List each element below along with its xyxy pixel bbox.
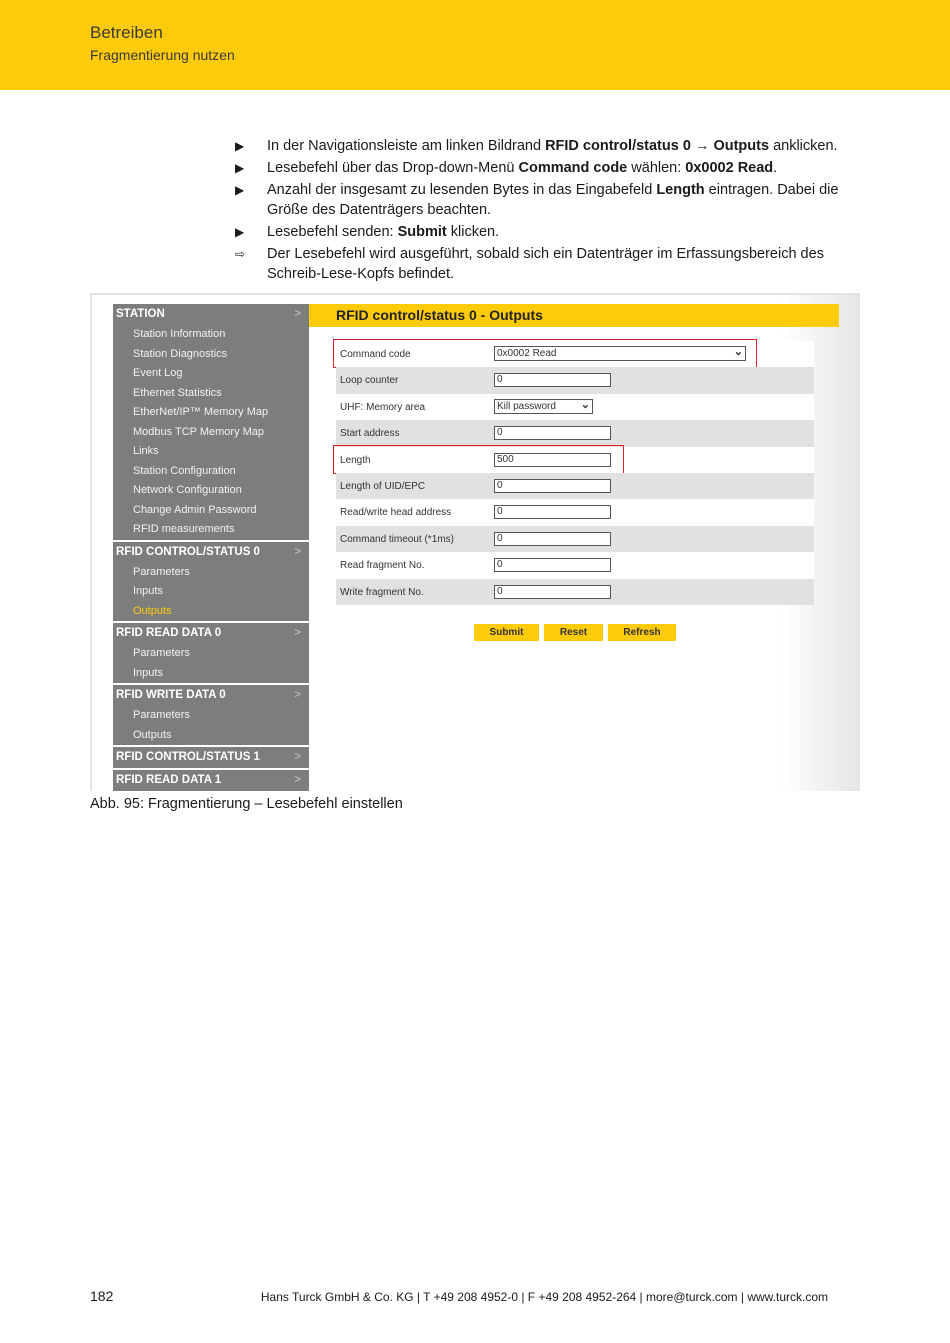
text-input[interactable]: 500 xyxy=(494,453,611,467)
selected-value: Kill password xyxy=(497,400,556,412)
section-subtitle: Fragmentierung nutzen xyxy=(90,47,235,63)
outputs-form xyxy=(336,341,814,605)
reset-button[interactable]: Reset xyxy=(544,624,603,641)
sidebar-item[interactable]: Outputs xyxy=(133,604,172,617)
sidebar-item[interactable]: Station Configuration xyxy=(133,464,236,477)
chevron-right-icon: > xyxy=(294,545,301,558)
field-label: Length of UID/EPC xyxy=(340,480,426,492)
chevron-right-icon: > xyxy=(294,751,301,763)
chevron-right-icon: > xyxy=(294,689,301,701)
navigation-sidebar xyxy=(113,304,309,791)
bullet-triangle-icon: ▶ xyxy=(235,183,245,197)
step-text: eintragen. Dabei die Größe des Datenträgers beachten. xyxy=(267,182,839,218)
text-input[interactable]: 0 xyxy=(494,505,611,519)
highlight-box xyxy=(333,445,624,474)
selected-value: 0x0002 Read xyxy=(497,348,557,359)
sidebar-item[interactable]: Change Admin Password xyxy=(133,503,257,516)
chevron-down-icon: ⌄ xyxy=(733,346,743,358)
form-row xyxy=(336,420,814,446)
field-label: Start address xyxy=(340,428,400,440)
action-step xyxy=(232,158,862,178)
chevron-right-icon: > xyxy=(294,308,301,320)
page-number: 182 xyxy=(90,1288,114,1304)
field-label: Write fragment No. xyxy=(340,586,424,598)
field-label: Loop counter xyxy=(340,375,399,387)
field-label: Read fragment No. xyxy=(340,560,425,572)
step-text: klicken. xyxy=(446,224,500,240)
text-input[interactable]: 0 xyxy=(494,373,611,387)
text-input[interactable]: 0 xyxy=(494,479,611,493)
sidebar-item[interactable]: RFID measurements xyxy=(133,523,235,535)
highlight-box xyxy=(333,339,757,368)
field-label: Read/write head address xyxy=(340,507,452,519)
sidebar-section-header[interactable] xyxy=(113,683,309,706)
step-text: Submit xyxy=(397,224,447,240)
sidebar-section-title: RFID WRITE DATA 0 xyxy=(116,689,226,701)
sidebar-item[interactable]: Parameters xyxy=(133,647,190,659)
sidebar-item[interactable]: EtherNet/IP™ Memory Map xyxy=(133,406,269,418)
panel-title: RFID control/status 0 - Outputs xyxy=(309,304,839,327)
sidebar-section-title: RFID CONTROL/STATUS 0 xyxy=(116,545,260,558)
form-row xyxy=(336,367,814,393)
action-step xyxy=(232,222,862,242)
sidebar-section-title: STATION xyxy=(116,308,165,320)
chevron-down-icon: ⌄ xyxy=(580,398,590,411)
bullet-triangle-icon: ▶ xyxy=(235,225,245,239)
screenshot-figure xyxy=(90,293,860,791)
sidebar-section-header[interactable] xyxy=(113,540,309,563)
step-text: Anzahl der insgesamt zu lesenden Bytes in das Eingabefeld xyxy=(267,182,657,198)
chevron-right-icon: > xyxy=(294,774,301,786)
sidebar-item[interactable]: Links xyxy=(133,445,159,457)
field-label: Command timeout (*1ms) xyxy=(340,533,454,545)
form-row xyxy=(336,579,814,605)
form-row xyxy=(336,447,814,473)
text-input[interactable]: 0 xyxy=(494,426,611,440)
text-input[interactable]: 0 xyxy=(494,558,611,572)
form-row xyxy=(336,473,814,499)
form-row xyxy=(336,341,814,367)
step-text: Command code xyxy=(518,160,628,176)
step-text: Lesebefehl senden: xyxy=(267,224,398,240)
sidebar-item[interactable]: Network Configuration xyxy=(133,484,242,496)
field-label: Length xyxy=(340,454,371,466)
chevron-right-icon: > xyxy=(294,627,301,639)
figure-caption: Abb. 95: Fragmentierung – Lesebefehl einstellen xyxy=(90,796,403,812)
sidebar-section-title: RFID CONTROL/STATUS 1 xyxy=(116,751,260,763)
sidebar-item[interactable]: Parameters xyxy=(133,709,190,721)
step-text: wählen: xyxy=(627,160,686,176)
sidebar-item[interactable]: Station Diagnostics xyxy=(133,347,228,360)
step-text: Der Lesebefehl wird ausgeführt, sobald sich ein Datenträger im Erfassungsbereich des Schreib-Lese-Kopfs befindet. xyxy=(267,246,824,282)
sidebar-item[interactable]: Ethernet Statistics xyxy=(133,386,222,399)
page-header xyxy=(0,0,950,90)
step-text: . xyxy=(773,160,778,176)
sidebar-section-header[interactable] xyxy=(113,768,309,791)
form-row xyxy=(336,526,814,552)
step-text: anklicken. xyxy=(769,138,838,154)
result-step xyxy=(232,244,862,284)
sidebar-section-title: RFID READ DATA 1 xyxy=(116,774,222,786)
action-step xyxy=(232,136,862,156)
sidebar-section-header[interactable] xyxy=(113,304,309,325)
sidebar-item[interactable]: Modbus TCP Memory Map xyxy=(133,425,265,438)
dropdown-select[interactable] xyxy=(494,399,593,414)
sidebar-item[interactable]: Event Log xyxy=(133,367,183,379)
sidebar-item[interactable]: Inputs xyxy=(133,585,163,597)
sidebar-section-header[interactable] xyxy=(113,621,309,644)
form-row xyxy=(336,552,814,578)
step-text: Outputs xyxy=(713,138,770,154)
step-text: Lesebefehl über das Drop-down-Menü xyxy=(267,160,519,176)
sidebar-item[interactable]: Parameters xyxy=(133,565,190,578)
field-label: UHF: Memory area xyxy=(340,401,426,413)
step-text: Length xyxy=(656,182,705,198)
sidebar-item[interactable]: Station Information xyxy=(133,328,226,340)
text-input[interactable]: 0 xyxy=(494,532,611,546)
step-text: 0x0002 Read xyxy=(685,160,774,176)
sidebar-section-title: RFID READ DATA 0 xyxy=(116,627,222,639)
form-row xyxy=(336,394,814,420)
sidebar-item[interactable]: Outputs xyxy=(133,728,172,741)
step-text: → xyxy=(694,138,714,154)
submit-button[interactable]: Submit xyxy=(474,624,539,641)
result-arrow-icon: ⇨ xyxy=(235,247,246,261)
bullet-triangle-icon: ▶ xyxy=(235,139,245,153)
refresh-button[interactable]: Refresh xyxy=(608,624,676,641)
sidebar-item[interactable]: Inputs xyxy=(133,666,163,679)
field-label: Command code xyxy=(340,349,411,360)
action-step xyxy=(232,180,862,220)
bullet-triangle-icon: ▶ xyxy=(235,161,245,175)
text-input[interactable]: 0 xyxy=(494,585,611,599)
step-text: RFID control/status 0 xyxy=(545,138,695,154)
step-text: In der Navigationsleiste am linken Bildrand xyxy=(267,138,546,154)
instruction-steps xyxy=(232,136,862,286)
form-row xyxy=(336,499,814,525)
chapter-title: Betreiben xyxy=(90,23,163,42)
sidebar-section-header[interactable] xyxy=(113,745,309,768)
page-footer: Hans Turck GmbH & Co. KG | T +49 208 4952-0 | F +49 208 4952-264 | more@turck.com | www.turck.com xyxy=(260,1290,828,1304)
